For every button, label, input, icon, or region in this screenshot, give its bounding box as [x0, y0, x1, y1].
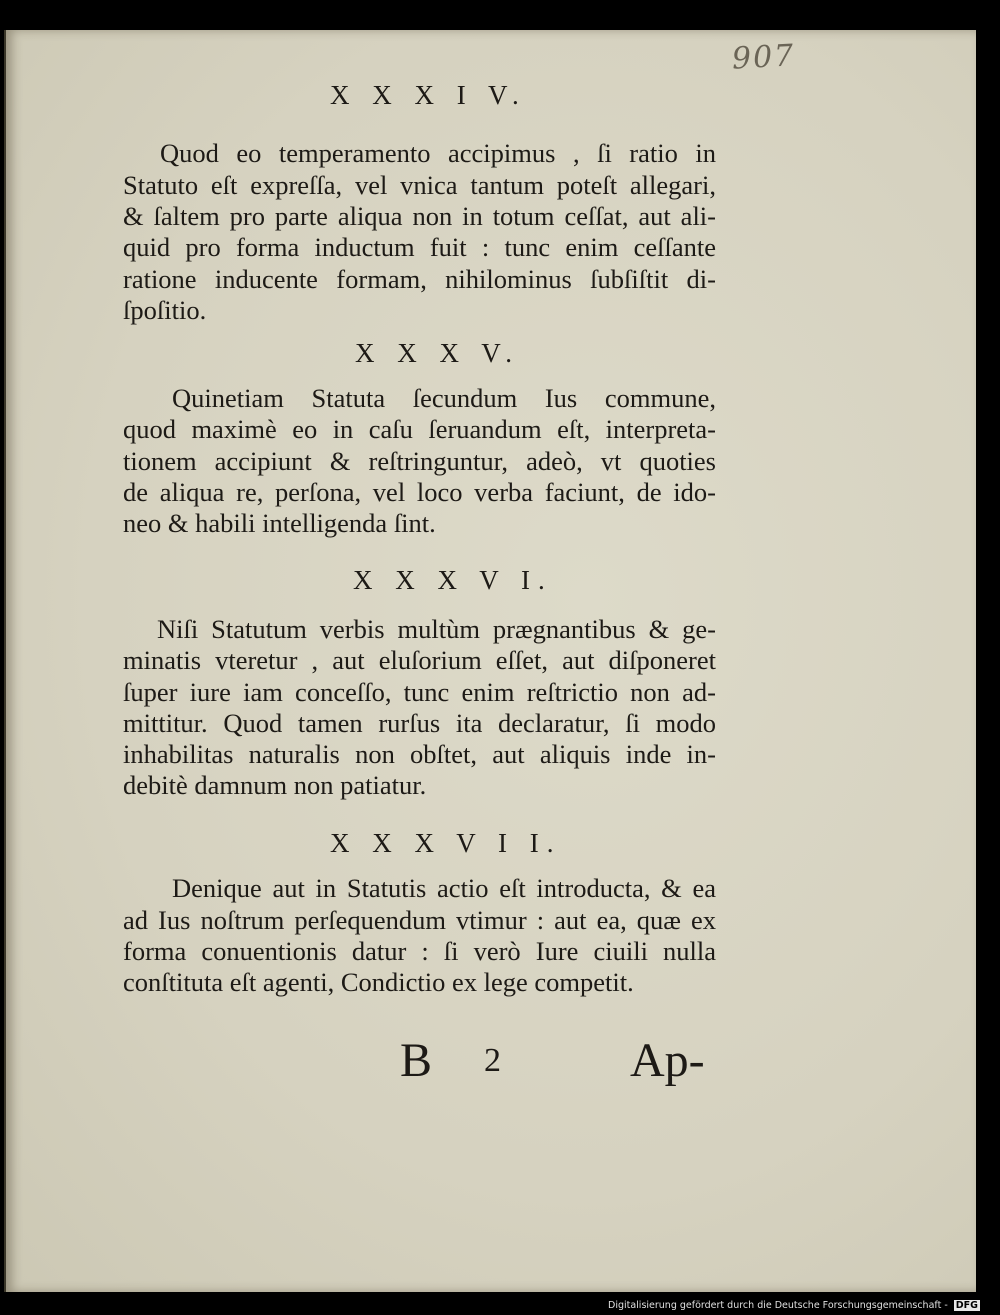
text-line: conſtituta eſt agenti, Condictio ex lege competit. — [123, 967, 634, 997]
text-line: quod maximè eo in caſu ſeruandum eſt, interpreta- — [123, 414, 716, 444]
text-line: & ſaltem pro parte aliqua non in totum ceſſat, aut ali- — [123, 201, 716, 231]
text-line: ad Ius noſtrum perſequendum vtimur : aut ea, quæ ex — [123, 905, 716, 935]
text-line: quid pro forma inductum fuit : tunc enim ceſſante — [123, 232, 716, 262]
text-line: mittitur. Quod tamen rurſus ita declaratur, ſi modo — [123, 708, 716, 738]
text-line: Statuto eſt expreſſa, vel vnica tantum poteſt allegari, — [123, 170, 716, 200]
text-line: forma conuentionis datur : ſi verò Iure ciuili nulla — [123, 936, 716, 966]
text-line: ratione inducente formam, nihilominus ſubſiſtit di- — [123, 264, 716, 294]
section-heading: X X X V I. — [353, 565, 553, 595]
signature-mark: B — [400, 1034, 433, 1087]
text-line: ſpoſitio. — [123, 295, 207, 325]
text-line: minatis vteretur , aut eluſorium eſſet, aut diſponeret — [123, 645, 716, 675]
signature-number: 2 — [484, 1042, 501, 1079]
text-line: debitè damnum non patiatur. — [123, 770, 427, 800]
credit-text: Digitalisierung gefördert durch die Deutsche Forschungsgemeinschaft - — [608, 1300, 948, 1311]
handwritten-page-number: 907 — [731, 38, 797, 77]
text-line: Quinetiam Statuta ſecundum Ius commune, — [172, 383, 716, 413]
text-line: tionem accipiunt & reſtringuntur, adeò, vt quoties — [123, 446, 716, 476]
digitization-credit — [608, 1300, 980, 1311]
dfg-logo: DFG — [955, 1300, 978, 1311]
section-heading: X X X I V. — [330, 80, 527, 110]
text-line: de aliqua re, perſona, vel loco verba faciunt, de ido- — [123, 477, 716, 507]
section-heading: X X X V. — [355, 338, 521, 368]
text-line: neo & habili intelligenda ſint. — [123, 508, 436, 538]
text-line: inhabilitas naturalis non obſtet, aut aliquis inde in- — [123, 739, 716, 769]
text-line: Niſi Statutum verbis multùm prægnantibus & ge- — [157, 614, 716, 644]
section-heading: X X X V I I. — [330, 828, 562, 858]
text-line: ſuper iure iam conceſſo, tunc enim reſtrictio non ad- — [123, 677, 716, 707]
catchword: Ap- — [630, 1034, 705, 1087]
text-line: Denique aut in Statutis actio eſt introducta, & ea — [172, 873, 716, 903]
text-line: Quod eo temperamento accipimus , ſi ratio in — [160, 138, 716, 168]
